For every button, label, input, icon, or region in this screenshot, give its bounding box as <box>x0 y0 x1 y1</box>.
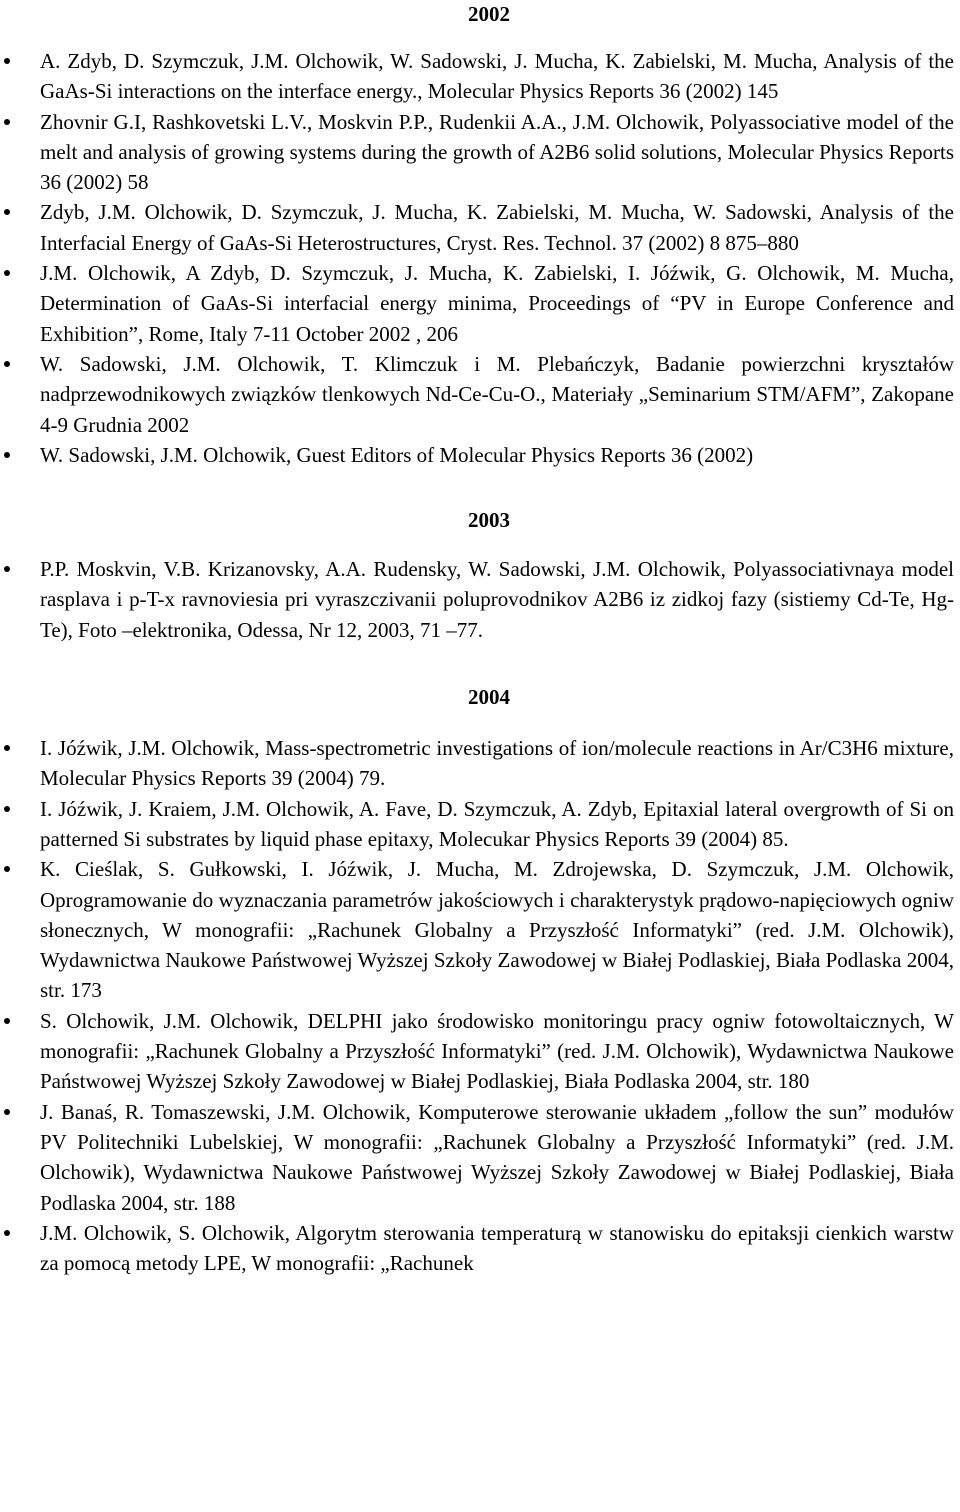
publication-text: W. Sadowski, J.M. Olchowik, T. Klimczuk i M. Plebańczyk, Badanie powierzchni kryształów nadprzewodnikowych związków tlenkowych Nd-Ce-Cu-O., Materiały „Seminarium STM/AFM”, Zakopane 4-9 Grudnia 2002 <box>40 351 954 437</box>
bullet-icon <box>4 209 10 215</box>
publication-text: A. Zdyb, D. Szymczuk, J.M. Olchowik, W. Sadowski, J. Mucha, K. Zabielski, M. Mucha, Analysis of the GaAs-Si interactions on the interface energy., Molecular Physics Reports 36 (2002) 145 <box>40 49 954 104</box>
publication-text: I. Jóźwik, J.M. Olchowik, Mass-spectrometric investigations of ion/molecule reactions in Ar/C3H6 mixture, Molecular Physics Reports 39 (2004) 79. <box>40 736 954 791</box>
publication-item <box>0 258 960 349</box>
bullet-icon <box>4 866 10 872</box>
publication-item <box>0 554 960 645</box>
publication-text: S. Olchowik, J.M. Olchowik, DELPHI jako środowisko monitoringu pracy ogniw fotowoltaicznych, W monografii: „Rachunek Globalny a Przyszłość Informatyki” (red. J.M. Olchowik), Wydawnictwa Naukowe Państwowej Wyższej Szkoły Zawodowej w Białej Podlaskiej, Biała Podlaska 2004, str. 180 <box>40 1008 954 1094</box>
bullet-icon <box>4 1018 10 1024</box>
bullet-icon <box>4 58 10 64</box>
publication-list-2002 <box>0 46 960 470</box>
year-heading-2003: 2003 <box>468 508 510 533</box>
year-heading-2004: 2004 <box>468 685 510 710</box>
publication-text: W. Sadowski, J.M. Olchowik, Guest Editors of Molecular Physics Reports 36 (2002) <box>40 442 754 467</box>
bullet-icon <box>4 119 10 125</box>
publication-item <box>0 1097 960 1218</box>
publication-text: Zdyb, J.M. Olchowik, D. Szymczuk, J. Mucha, K. Zabielski, M. Mucha, W. Sadowski, Analysis of the Interfacial Energy of GaAs-Si Heterostructures, Cryst. Res. Technol. 37 (2002) 8 875–880 <box>40 200 954 255</box>
publication-list-2003 <box>0 554 960 645</box>
publication-list-2004 <box>0 733 960 1278</box>
publication-text: J. Banaś, R. Tomaszewski, J.M. Olchowik, Komputerowe sterowanie układem „follow the sun” modułów PV Politechniki Lubelskiej, W monografii: „Rachunek Globalny a Przyszłość Informatyki” (red. J.M. Olchowik), Wydawnictwa Naukowe Państwowej Wyższej Szkoły Zawodowej w Białej Podlaskiej, Biała Podlaska 2004, str. 188 <box>40 1099 954 1215</box>
publication-item <box>0 1006 960 1097</box>
publication-item <box>0 733 960 794</box>
publication-item <box>0 107 960 198</box>
publication-text: Zhovnir G.I, Rashkovetski L.V., Moskvin P.P., Rudenkii A.A., J.M. Olchowik, Polyassociative model of the melt and analysis of growing systems during the growth of A2B6 solid solutions, Molecular Physics Reports 36 (2002) 58 <box>40 109 954 195</box>
publication-item <box>0 197 960 258</box>
bullet-icon <box>4 361 10 367</box>
bullet-icon <box>4 745 10 751</box>
year-heading-2002: 2002 <box>468 2 510 26</box>
publication-item <box>0 854 960 1005</box>
publication-item <box>0 46 960 107</box>
publication-text: J.M. Olchowik, A Zdyb, D. Szymczuk, J. Mucha, K. Zabielski, I. Jóźwik, G. Olchowik, M. Mucha, Determination of GaAs-Si interfacial energy minima, Proceedings of “PV in Europe Conference and Exhibition”, Rome, Italy 7-11 October 2002 , 206 <box>40 261 954 346</box>
publication-item <box>0 440 960 470</box>
bullet-icon <box>4 270 10 276</box>
publication-text: P.P. Moskvin, V.B. Krizanovsky, A.A. Rudensky, W. Sadowski, J.M. Olchowik, Polyassociativnaya model rasplava i p-T-x ravnoviesia pri vyraszczivanii poluprovodnikov A2B6 iz zidkoj fazy (sistiemy Cd-Te, Hg-Te), Foto –elektronika, Odessa, Nr 12, 2003, 71 –77. <box>40 557 954 642</box>
publication-text: I. Jóźwik, J. Kraiem, J.M. Olchowik, A. Fave, D. Szymczuk, A. Zdyb, Epitaxial lateral overgrowth of Si on patterned Si substrates by liquid phase epitaxy, Molecukar Physics Reports 39 (2004) 85. <box>40 796 954 851</box>
publication-item <box>0 794 960 855</box>
publication-text: J.M. Olchowik, S. Olchowik, Algorytm sterowania temperaturą w stanowisku do epitaksji cienkich warstw za pomocą metody LPE, W monografii: „Rachunek <box>40 1220 954 1276</box>
bullet-icon <box>4 566 10 572</box>
publication-item <box>0 1218 960 1279</box>
bullet-icon <box>4 452 10 458</box>
publication-item <box>0 349 960 440</box>
bullet-icon <box>4 1230 10 1236</box>
publication-text: K. Cieślak, S. Gułkowski, I. Jóźwik, J. Mucha, M. Zdrojewska, D. Szymczuk, J.M. Olchowik, Oprogramowanie do wyznaczania parametrów jakościowych i charakterystyk prądowo-napięciowych ogniw słonecznych, W monografii: „Rachunek Globalny a Przyszłość Informatyki” (red. J.M. Olchowik), Wydawnictwa Naukowe Państwowej Wyższej Szkoły Zawodowej w Białej Podlaskiej, Biała Podlaska 2004, str. 173 <box>40 857 954 1003</box>
bullet-icon <box>4 1109 10 1115</box>
bullet-icon <box>4 806 10 812</box>
